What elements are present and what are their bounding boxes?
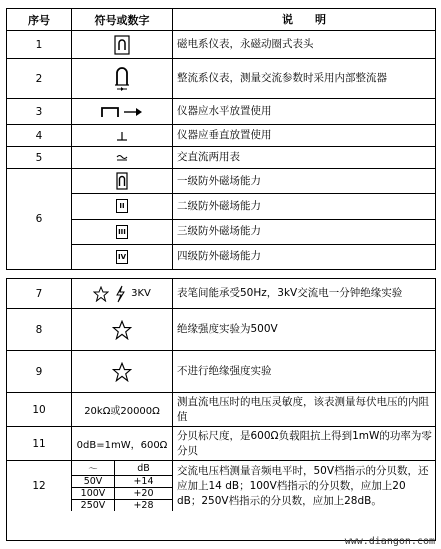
table-row [7, 461, 435, 511]
row-description: 一级防外磁场能力 [177, 174, 261, 187]
table-row [7, 427, 435, 461]
db-reference-value: 0dB=1mW，600Ω [72, 427, 173, 460]
moving-coil-symbol-icon [72, 31, 173, 58]
mini-db-offset: +28 [133, 500, 154, 511]
row-description: 交直流两用表 [177, 151, 240, 163]
vertical-position-icon [72, 125, 173, 146]
lightning-icon [115, 285, 125, 303]
sub-row [72, 194, 435, 219]
row-number: 7 [7, 279, 72, 308]
mini-range: 50V [72, 476, 115, 487]
symbol-table-top [6, 8, 436, 270]
row-description: 绝缘强度实验为500V [177, 323, 278, 335]
table-header [7, 9, 435, 31]
row-number: 9 [7, 351, 72, 392]
row-description: 测直流电压时的电压灵敏度，该表测量每伏电压的内阻值 [177, 395, 429, 423]
table-row [7, 59, 435, 99]
shield-level-2-icon [72, 194, 173, 218]
symbol-table-bottom [6, 278, 436, 541]
row-number: 11 [7, 427, 72, 460]
mini-header-ac: ～ [72, 461, 115, 475]
mini-range: 250V [72, 500, 115, 511]
mini-table-row [72, 476, 172, 488]
row-number: 12 [7, 461, 72, 511]
sub-row [72, 169, 435, 194]
shield-level-4-icon [72, 245, 173, 269]
row-description: 磁电系仪表，永磁动圈式表头 [177, 38, 314, 50]
db-mini-table [72, 461, 173, 511]
row-number: 8 [7, 309, 72, 350]
table-row [7, 147, 435, 169]
voltage-label: 3KV [131, 288, 151, 299]
row-number: 5 [7, 147, 72, 168]
row-description: 表笔间能承受50Hz，3kV交流电一分钟绝缘实验 [177, 287, 403, 299]
table-row [7, 393, 435, 427]
rectifier-symbol-icon [72, 59, 173, 98]
table-row [7, 309, 435, 351]
mini-db-offset: +20 [133, 488, 154, 499]
row-description: 仪器应垂直放置使用 [177, 129, 272, 141]
mini-header-db: dB [137, 462, 150, 474]
shield-level-label: III [116, 225, 128, 239]
table-row [7, 99, 435, 125]
row-number: 6 [7, 169, 72, 269]
star-icon [72, 309, 173, 350]
sensitivity-value: 20kΩ或20000Ω [72, 393, 173, 426]
table-row [7, 279, 435, 309]
mini-db-offset: +14 [133, 476, 154, 487]
row-number: 1 [7, 31, 72, 58]
ac-dc-icon [72, 147, 173, 168]
shield-level-label: II [116, 199, 127, 213]
row-description: 不进行绝缘强度实验 [177, 365, 272, 377]
mini-range: 100V [72, 488, 115, 499]
header-desc: 说 明 [282, 13, 326, 26]
sub-row [72, 245, 435, 269]
row-description: 交流电压档测量音频电平时，50V档指示的分贝数，还应加上14 dB；100V档指示的分贝数，应加上20 dB；250V档指示的分贝数，应加上28dB。 [177, 464, 429, 507]
horizontal-position-icon [72, 99, 173, 124]
header-symbol: 符号或数字 [72, 9, 173, 30]
star-icon [93, 286, 109, 302]
row-description: 二级防外磁场能力 [177, 199, 261, 212]
row-number: 10 [7, 393, 72, 426]
row-description: 仪器应水平放置使用 [177, 105, 272, 117]
mini-table-header [72, 461, 172, 476]
table-row [7, 351, 435, 393]
shield-level-3-icon [72, 220, 173, 244]
shield-level-1-icon [72, 169, 173, 193]
row-description: 四级防外磁场能力 [177, 250, 261, 263]
row-description: 分贝标尺度，是600Ω负载阻抗上得到1mW的功率为零分贝 [177, 429, 432, 457]
high-voltage-test-symbol [72, 279, 173, 308]
shield-level-label: IV [116, 250, 128, 264]
row-description: 三级防外磁场能力 [177, 225, 261, 238]
table-row [7, 125, 435, 147]
watermark: www.diangon.com [344, 536, 435, 547]
table-row [7, 31, 435, 59]
row-number: 4 [7, 125, 72, 146]
mini-table-row [72, 488, 172, 500]
mini-table-row [72, 500, 172, 511]
row-number: 3 [7, 99, 72, 124]
hollow-star-icon [72, 351, 173, 392]
table-row [7, 169, 435, 269]
row-description: 整流系仪表，测量交流参数时采用内部整流器 [177, 72, 387, 84]
sub-row [72, 220, 435, 245]
row-number: 2 [7, 59, 72, 98]
header-no: 序号 [7, 9, 72, 30]
